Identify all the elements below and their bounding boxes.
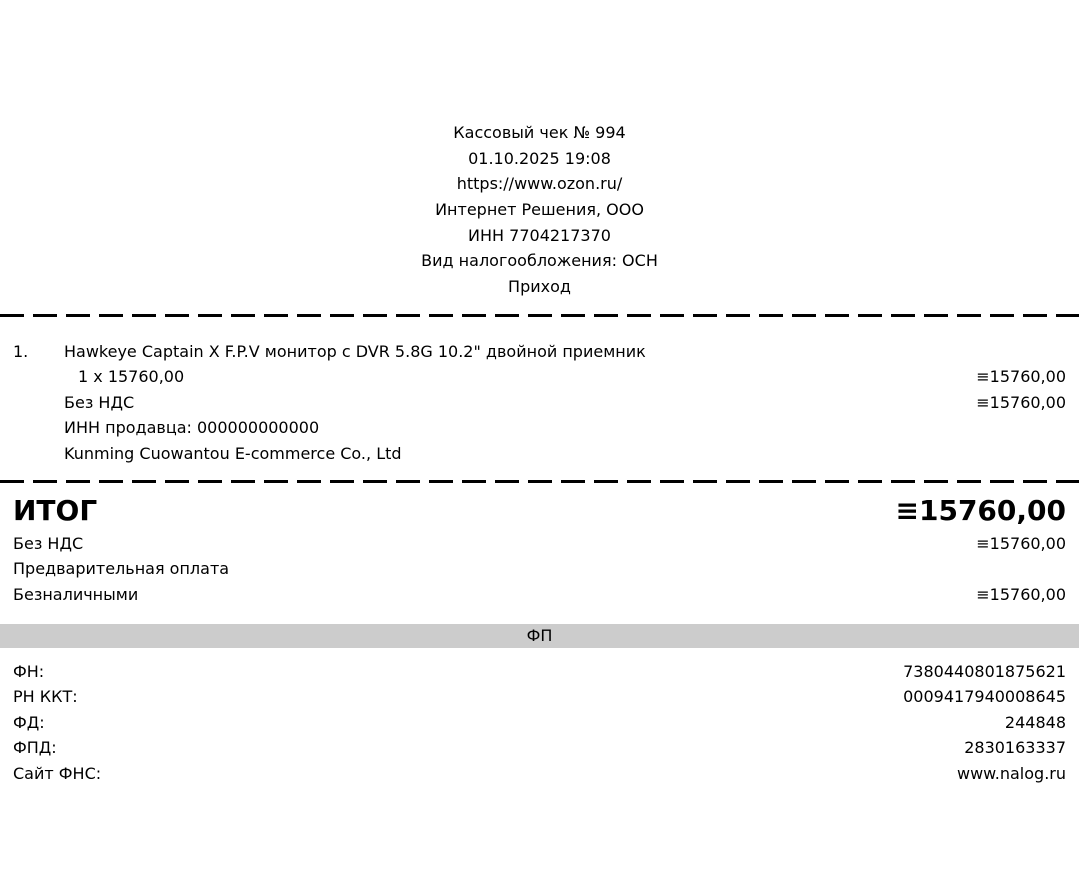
receipt-datetime: 01.10.2025 19:08 bbox=[468, 148, 611, 168]
rn-kkt-value: 0009417940008645 bbox=[903, 687, 1066, 706]
company-inn: ИНН 7704217370 bbox=[468, 225, 611, 245]
receipt-website: https://www.ozon.ru/ bbox=[456, 174, 623, 194]
item-qty-price: 1 x 15760,00 bbox=[78, 367, 185, 386]
fn-label: ФН: bbox=[13, 662, 45, 681]
item-vat-label: Без НДС bbox=[64, 393, 135, 412]
item-name: Hawkeye Captain X F.P.V монитор с DVR 5.8G 10.2" двойной приемник bbox=[64, 342, 646, 361]
fpd-value: 2830163337 bbox=[964, 738, 1066, 757]
total-vat-amount: ≡15760,00 bbox=[976, 534, 1066, 553]
divider-top bbox=[0, 314, 1079, 317]
item-qty-total: ≡15760,00 bbox=[976, 367, 1066, 386]
seller-name: Kunming Cuowantou E-commerce Co., Ltd bbox=[64, 444, 402, 463]
receipt-header bbox=[0, 122, 1079, 302]
operation-type: Приход bbox=[508, 277, 571, 297]
fd-value: 244848 bbox=[1004, 713, 1066, 732]
receipt-title: Кассовый чек № 994 bbox=[453, 123, 626, 142]
fns-site-label: Сайт ФНС: bbox=[13, 764, 102, 783]
seller-inn: ИНН продавца: 000000000000 bbox=[64, 418, 320, 437]
total-vat-label: Без НДС bbox=[13, 534, 84, 553]
company-name: Интернет Решения, ООО bbox=[435, 200, 644, 220]
tax-system: Вид налогообложения: ОСН bbox=[421, 251, 658, 271]
item-number: 1. bbox=[13, 342, 29, 361]
divider-bottom bbox=[0, 480, 1079, 483]
fd-label: ФД: bbox=[13, 713, 45, 732]
fns-site-value: www.nalog.ru bbox=[956, 764, 1066, 783]
total-label: ИТОГ bbox=[13, 494, 98, 527]
total-amount: ≡15760,00 bbox=[895, 494, 1066, 527]
fp-section-header: ФП bbox=[0, 624, 1079, 648]
fn-value: 7380440801875621 bbox=[903, 662, 1066, 681]
cashless-amount: ≡15760,00 bbox=[976, 585, 1066, 604]
fpd-label: ФПД: bbox=[13, 738, 57, 757]
cashless-label: Безналичными bbox=[13, 585, 139, 604]
item-vat-amount: ≡15760,00 bbox=[976, 393, 1066, 412]
prepayment-label: Предварительная оплата bbox=[13, 559, 230, 578]
rn-kkt-label: РН ККТ: bbox=[13, 687, 78, 706]
